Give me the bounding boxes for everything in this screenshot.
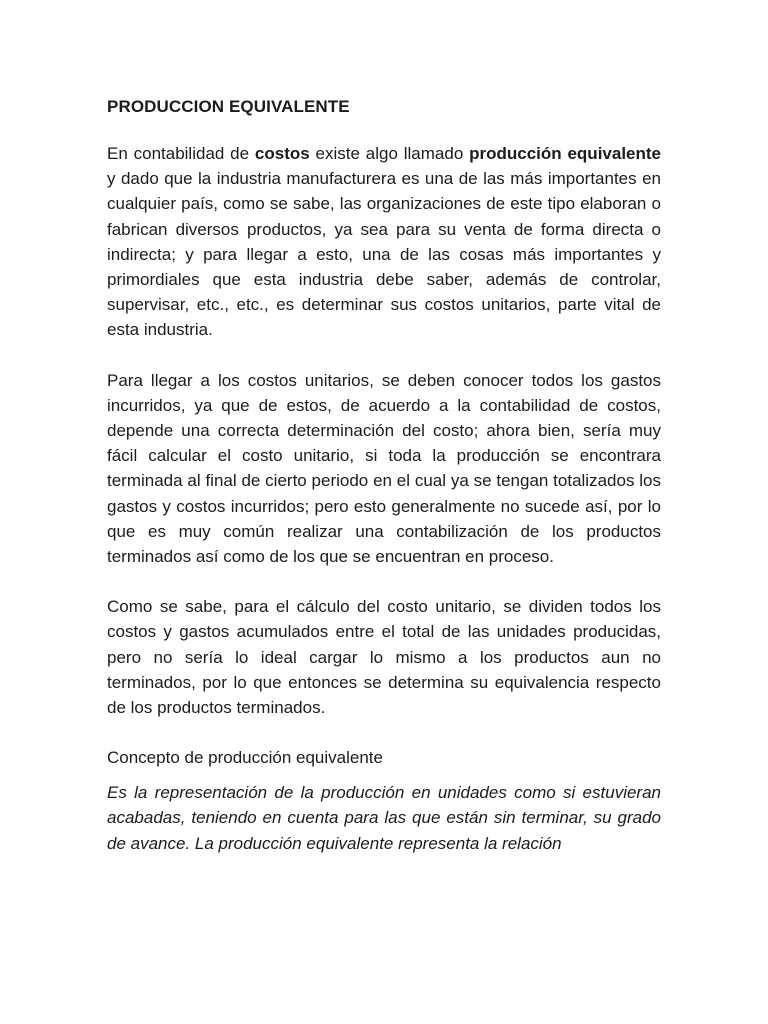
- paragraph-definicion: Es la representación de la producción en unidades como si estuvieran acabadas, teniendo en cuenta para las que están sin terminar, su grado de avance. La producción equivalente representa la relación: [107, 783, 661, 853]
- document-title: PRODUCCION EQUIVALENTE: [107, 97, 350, 116]
- paragraph-calculo: Como se sabe, para el cálculo del costo unitario, se dividen todos los costos y gastos acumulados entre el total de las unidades producidas, pero no sería lo ideal cargar lo mismo a los productos aun no terminados, por lo que entonces se determina su equivalencia respecto de los productos terminados.: [107, 597, 661, 718]
- paragraph-costos-unitarios: Para llegar a los costos unitarios, se deben conocer todos los gastos incurridos, ya que de estos, de acuerdo a la contabilidad de costos, depende una correcta determinación del costo; ahora bien, sería muy fácil calcular el costo unitario, si toda la producción se encontrara terminada al final de cierto periodo en el cual ya se tengan totalizados los gastos y costos incurridos; pero esto generalmente no sucede así, por lo que es muy común realizar una contabilización de los productos terminados así como de los que se encuentran en proceso.: [107, 370, 661, 567]
- bold-term-produccion-equivalente: producción equivalente: [469, 144, 662, 163]
- paragraph-intro-text-1: En contabilidad de: [107, 144, 255, 163]
- paragraph-intro: [107, 141, 661, 343]
- document-page: [107, 94, 661, 881]
- section-heading-concepto: Concepto de producción equivalente: [107, 748, 383, 768]
- bold-term-costos: costos: [254, 144, 310, 163]
- paragraph-intro-text-2: existe algo llamado: [309, 144, 470, 163]
- paragraph-intro-text-3: y dado que la industria manufacturera es una de las más importantes en cualquier país, como se sabe, las organizaciones de este tipo elaboran o fabrican diversos productos, ya sea para su venta de forma directa o indirecta; y para llegar a esto, una de las cosas más importantes y primordiales que esta industria debe saber, además de controlar, supervisar, etc., etc., es determinar sus costos unitarios, parte vital de esta industria.: [107, 169, 661, 340]
